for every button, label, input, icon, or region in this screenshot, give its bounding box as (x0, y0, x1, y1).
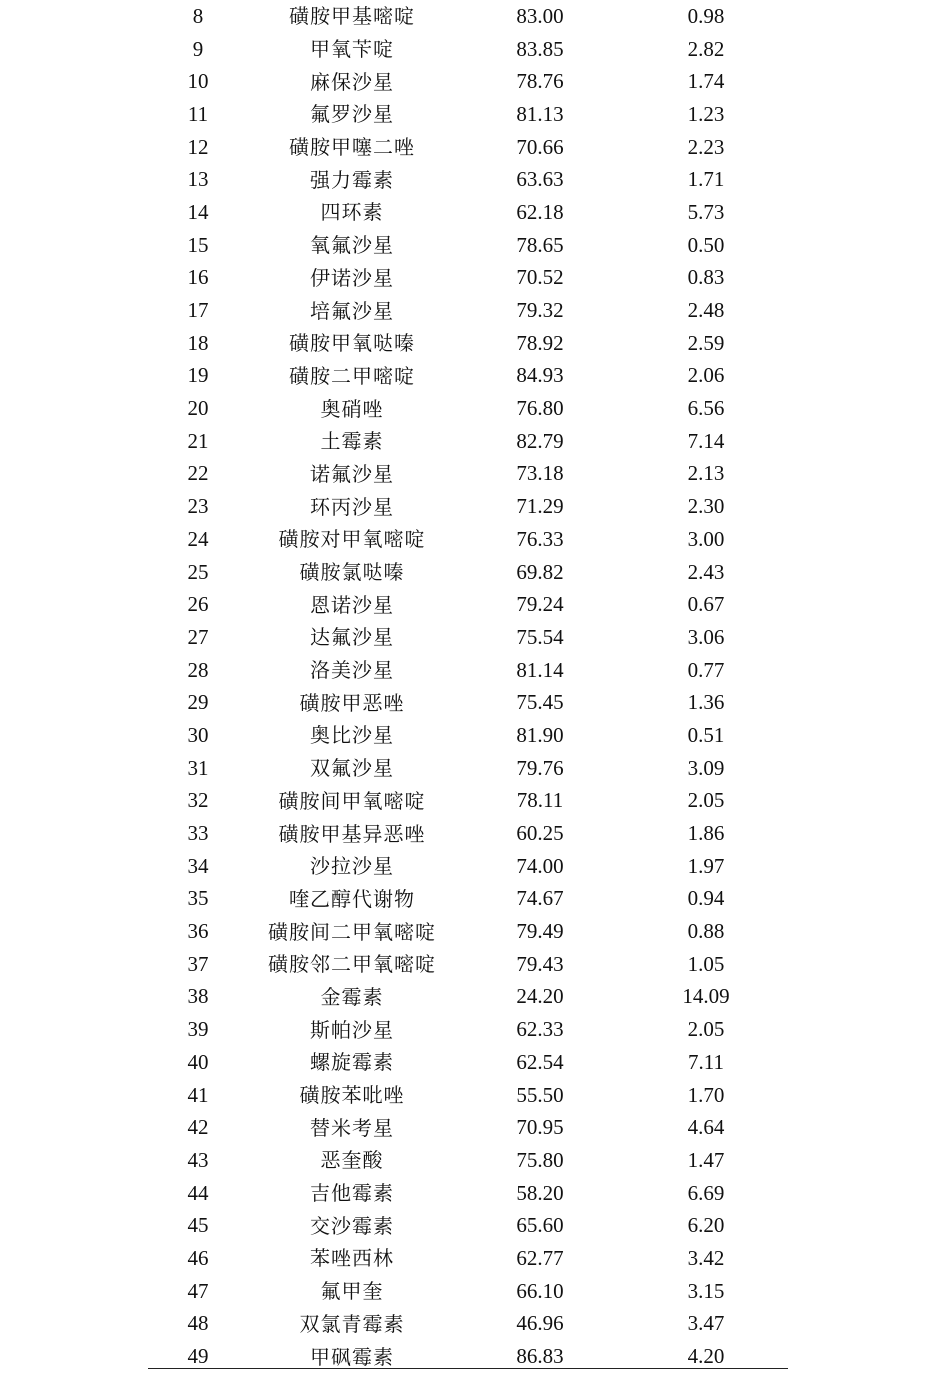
row-number-cell: 39 (187, 1017, 209, 1042)
compound-name-cell: 磺胺二甲嘧啶 (289, 363, 415, 388)
recovery-value-cell: 76.80 (516, 396, 564, 421)
recovery-value-cell: 70.95 (516, 1115, 564, 1140)
row-number-cell: 20 (187, 396, 209, 421)
recovery-value-cell: 71.29 (516, 494, 564, 519)
row-number-cell: 23 (187, 494, 209, 519)
row-number-cell: 25 (187, 559, 209, 584)
row-number-cell: 36 (187, 919, 209, 944)
rsd-value-cell: 3.06 (687, 624, 725, 649)
compound-name-cell: 恶奎酸 (320, 1148, 384, 1173)
rsd-value-cell: 3.00 (687, 526, 725, 551)
compound-name-cell: 斯帕沙星 (310, 1017, 394, 1042)
table-row (148, 1013, 788, 1046)
row-number-cell: 43 (187, 1147, 209, 1172)
compound-name-cell: 螺旋霉素 (310, 1050, 394, 1075)
compound-name-cell: 麻保沙星 (310, 69, 394, 94)
row-number-cell: 29 (187, 690, 209, 715)
recovery-value-cell: 79.49 (516, 919, 564, 944)
compound-name-cell: 氟甲奎 (320, 1279, 384, 1304)
recovery-value-cell: 78.76 (516, 69, 564, 94)
row-number-cell: 30 (187, 722, 209, 747)
rsd-value-cell: 1.05 (687, 951, 725, 976)
rsd-value-cell: 2.05 (687, 1017, 725, 1042)
recovery-value-cell: 84.93 (516, 363, 564, 388)
row-number-cell: 12 (187, 134, 209, 159)
rsd-value-cell: 1.74 (687, 69, 725, 94)
recovery-value-cell: 79.32 (516, 298, 564, 323)
compound-name-cell: 磺胺对甲氧嘧啶 (278, 527, 426, 552)
row-number-cell: 28 (187, 657, 209, 682)
table-bottom-rule (148, 1368, 788, 1369)
row-number-cell: 40 (187, 1049, 209, 1074)
table-row (148, 1242, 788, 1275)
compound-name-cell: 双氯青霉素 (299, 1311, 405, 1336)
compound-name-cell: 金霉素 (320, 984, 384, 1009)
table-row (148, 1079, 788, 1112)
table-row (148, 1275, 788, 1308)
table-row (148, 262, 788, 295)
rsd-value-cell: 3.09 (687, 755, 725, 780)
rsd-value-cell: 3.15 (687, 1278, 725, 1303)
rsd-value-cell: 0.51 (687, 722, 725, 747)
table-row (148, 163, 788, 196)
recovery-value-cell: 82.79 (516, 428, 564, 453)
table-row (148, 686, 788, 719)
compound-name-cell: 磺胺甲基嘧啶 (289, 4, 415, 29)
recovery-value-cell: 24.20 (516, 984, 564, 1009)
recovery-value-cell: 62.18 (516, 199, 564, 224)
table-row (148, 425, 788, 458)
compound-name-cell: 恩诺沙星 (310, 592, 394, 617)
compound-name-cell: 洛美沙星 (310, 658, 394, 683)
rsd-value-cell: 2.13 (687, 461, 725, 486)
recovery-value-cell: 66.10 (516, 1278, 564, 1303)
row-number-cell: 10 (187, 69, 209, 94)
table-row (148, 850, 788, 883)
row-number-cell: 18 (187, 330, 209, 355)
table-row (148, 621, 788, 654)
row-number-cell: 49 (187, 1344, 209, 1369)
compound-name-cell: 双氟沙星 (310, 756, 394, 781)
table-row (148, 654, 788, 687)
table-row (148, 785, 788, 818)
table-row (148, 1308, 788, 1341)
recovery-value-cell: 63.63 (516, 167, 564, 192)
row-number-cell: 42 (187, 1115, 209, 1140)
recovery-value-cell: 70.52 (516, 265, 564, 290)
table-row (148, 981, 788, 1014)
recovery-value-cell: 83.85 (516, 36, 564, 61)
recovery-value-cell: 70.66 (516, 134, 564, 159)
row-number-cell: 13 (187, 167, 209, 192)
compound-name-cell: 磺胺间甲氧嘧啶 (278, 788, 426, 813)
row-number-cell: 44 (187, 1180, 209, 1205)
rsd-value-cell: 7.14 (687, 428, 725, 453)
compound-name-cell: 土霉素 (320, 429, 384, 454)
recovery-value-cell: 73.18 (516, 461, 564, 486)
row-number-cell: 48 (187, 1311, 209, 1336)
table-row (148, 1046, 788, 1079)
rsd-value-cell: 4.64 (687, 1115, 725, 1140)
row-number-cell: 22 (187, 461, 209, 486)
table-row (148, 817, 788, 850)
recovery-value-cell: 81.13 (516, 101, 564, 126)
rsd-value-cell: 2.06 (687, 363, 725, 388)
compound-name-cell: 氧氟沙星 (310, 233, 394, 258)
row-number-cell: 37 (187, 951, 209, 976)
row-number-cell: 47 (187, 1278, 209, 1303)
table-row (148, 948, 788, 981)
row-number-cell: 27 (187, 624, 209, 649)
rsd-value-cell: 2.48 (687, 298, 725, 323)
compound-name-cell: 磺胺邻二甲氧嘧啶 (268, 952, 436, 977)
compound-name-cell: 四环素 (320, 200, 384, 225)
table-row (148, 883, 788, 916)
recovery-value-cell: 46.96 (516, 1311, 564, 1336)
rsd-value-cell: 2.23 (687, 134, 725, 159)
row-number-cell: 9 (192, 36, 204, 61)
rsd-value-cell: 5.73 (687, 199, 725, 224)
row-number-cell: 34 (187, 853, 209, 878)
row-number-cell: 11 (187, 101, 209, 126)
row-number-cell: 45 (187, 1213, 209, 1238)
table-row (148, 327, 788, 360)
table-row (148, 490, 788, 523)
table-row (148, 360, 788, 393)
table-row (148, 392, 788, 425)
rsd-value-cell: 0.67 (687, 592, 725, 617)
data-table (148, 0, 788, 1373)
table-row (148, 294, 788, 327)
row-number-cell: 24 (187, 526, 209, 551)
row-number-cell: 41 (187, 1082, 209, 1107)
recovery-value-cell: 62.77 (516, 1245, 564, 1270)
row-number-cell: 16 (187, 265, 209, 290)
recovery-value-cell: 62.54 (516, 1049, 564, 1074)
rsd-value-cell: 6.69 (687, 1180, 725, 1205)
compound-name-cell: 磺胺甲恶唑 (299, 690, 405, 715)
table-row (148, 752, 788, 785)
rsd-value-cell: 3.42 (687, 1245, 725, 1270)
recovery-value-cell: 78.11 (516, 788, 564, 813)
recovery-value-cell: 79.24 (516, 592, 564, 617)
recovery-value-cell: 79.43 (516, 951, 564, 976)
compound-name-cell: 伊诺沙星 (310, 265, 394, 290)
compound-name-cell: 甲砜霉素 (310, 1344, 394, 1369)
row-number-cell: 38 (187, 984, 209, 1009)
compound-name-cell: 磺胺氯哒嗪 (299, 560, 405, 585)
row-number-cell: 31 (187, 755, 209, 780)
rsd-value-cell: 0.83 (687, 265, 725, 290)
compound-name-cell: 磺胺苯吡唑 (299, 1083, 405, 1108)
table-row (148, 719, 788, 752)
rsd-value-cell: 1.47 (687, 1147, 725, 1172)
compound-name-cell: 强力霉素 (310, 167, 394, 192)
rsd-value-cell: 6.20 (687, 1213, 725, 1238)
table-row (148, 915, 788, 948)
table-row (148, 196, 788, 229)
table-row (148, 523, 788, 556)
compound-name-cell: 环丙沙星 (310, 494, 394, 519)
rsd-value-cell: 4.20 (687, 1344, 725, 1369)
row-number-cell: 17 (187, 298, 209, 323)
compound-name-cell: 培氟沙星 (310, 298, 394, 323)
row-number-cell: 26 (187, 592, 209, 617)
rsd-value-cell: 7.11 (688, 1049, 724, 1074)
recovery-value-cell: 69.82 (516, 559, 564, 584)
rsd-value-cell: 0.50 (687, 232, 725, 257)
compound-name-cell: 磺胺甲基异恶唑 (278, 821, 426, 846)
rsd-value-cell: 6.56 (687, 396, 725, 421)
table-body (148, 0, 788, 1373)
recovery-value-cell: 76.33 (516, 526, 564, 551)
rsd-value-cell: 1.71 (687, 167, 725, 192)
row-number-cell: 46 (187, 1245, 209, 1270)
compound-name-cell: 替米考星 (310, 1115, 394, 1140)
recovery-value-cell: 58.20 (516, 1180, 564, 1205)
recovery-value-cell: 83.00 (516, 3, 564, 28)
recovery-value-cell: 75.54 (516, 624, 564, 649)
table-row (148, 1209, 788, 1242)
recovery-value-cell: 62.33 (516, 1017, 564, 1042)
rsd-value-cell: 1.70 (687, 1082, 725, 1107)
row-number-cell: 21 (187, 428, 209, 453)
compound-name-cell: 磺胺间二甲氧嘧啶 (268, 919, 436, 944)
recovery-value-cell: 65.60 (516, 1213, 564, 1238)
table-row (148, 1111, 788, 1144)
recovery-value-cell: 81.14 (516, 657, 564, 682)
compound-name-cell: 甲氧苄啶 (310, 37, 394, 62)
recovery-value-cell: 86.83 (516, 1344, 564, 1369)
compound-name-cell: 磺胺甲噻二唑 (289, 135, 415, 160)
recovery-value-cell: 74.00 (516, 853, 564, 878)
table-row (148, 1177, 788, 1210)
recovery-value-cell: 78.92 (516, 330, 564, 355)
rsd-value-cell: 1.86 (687, 821, 725, 846)
rsd-value-cell: 2.05 (687, 788, 725, 813)
row-number-cell: 14 (187, 199, 209, 224)
rsd-value-cell: 0.98 (687, 3, 725, 28)
recovery-value-cell: 78.65 (516, 232, 564, 257)
rsd-value-cell: 14.09 (682, 984, 730, 1009)
table-row (148, 0, 788, 33)
row-number-cell: 33 (187, 821, 209, 846)
table-row (148, 33, 788, 66)
table-row (148, 1144, 788, 1177)
row-number-cell: 35 (187, 886, 209, 911)
table-row (148, 98, 788, 131)
rsd-value-cell: 3.47 (687, 1311, 725, 1336)
compound-name-cell: 磺胺甲氧哒嗪 (289, 331, 415, 356)
rsd-value-cell: 2.59 (687, 330, 725, 355)
rsd-value-cell: 0.77 (687, 657, 725, 682)
compound-name-cell: 奥比沙星 (310, 723, 394, 748)
recovery-value-cell: 55.50 (516, 1082, 564, 1107)
row-number-cell: 8 (192, 3, 204, 28)
recovery-value-cell: 79.76 (516, 755, 564, 780)
table-row (148, 556, 788, 589)
compound-name-cell: 交沙霉素 (310, 1213, 394, 1238)
recovery-value-cell: 81.90 (516, 722, 564, 747)
table-row (148, 458, 788, 491)
rsd-value-cell: 2.43 (687, 559, 725, 584)
rsd-value-cell: 0.88 (687, 919, 725, 944)
compound-name-cell: 苯唑西林 (310, 1246, 394, 1271)
compound-name-cell: 达氟沙星 (310, 625, 394, 650)
recovery-value-cell: 60.25 (516, 821, 564, 846)
row-number-cell: 19 (187, 363, 209, 388)
table-row (148, 229, 788, 262)
compound-name-cell: 吉他霉素 (310, 1181, 394, 1206)
recovery-value-cell: 74.67 (516, 886, 564, 911)
table-row (148, 65, 788, 98)
table-row (148, 131, 788, 164)
recovery-value-cell: 75.45 (516, 690, 564, 715)
rsd-value-cell: 1.36 (687, 690, 725, 715)
rsd-value-cell: 1.97 (687, 853, 725, 878)
rsd-value-cell: 1.23 (687, 101, 725, 126)
compound-name-cell: 氟罗沙星 (310, 102, 394, 127)
recovery-value-cell: 75.80 (516, 1147, 564, 1172)
row-number-cell: 15 (187, 232, 209, 257)
rsd-value-cell: 0.94 (687, 886, 725, 911)
compound-name-cell: 沙拉沙星 (310, 854, 394, 879)
table-row (148, 588, 788, 621)
rsd-value-cell: 2.30 (687, 494, 725, 519)
compound-name-cell: 喹乙醇代谢物 (289, 886, 415, 911)
compound-name-cell: 诺氟沙星 (310, 461, 394, 486)
row-number-cell: 32 (187, 788, 209, 813)
compound-name-cell: 奥硝唑 (320, 396, 384, 421)
rsd-value-cell: 2.82 (687, 36, 725, 61)
